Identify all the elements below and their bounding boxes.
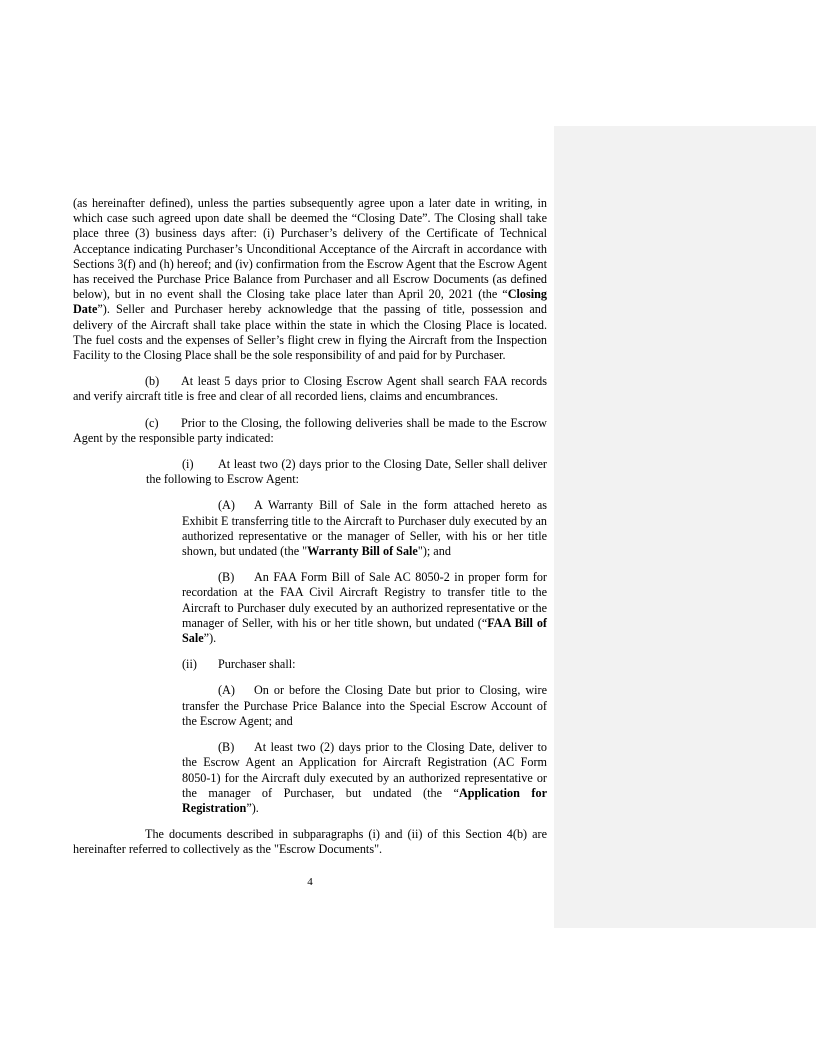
paragraph-marker: (A) [218, 683, 235, 698]
paragraph-marker: (B) [218, 740, 235, 755]
paragraph-escrow-documents: The documents described in subparagraphs (i) and (ii) of this Section 4(b) are hereinafter referred to collectively as the "Escrow Documents". [73, 827, 547, 857]
comments-pane [554, 126, 816, 928]
paragraph-c-i-b: (B) An FAA Form Bill of Sale AC 8050-2 in proper form for recordation at the FAA Civil Aircraft Registry to transfer title to the Aircraft to Purchaser duly executed by an authorized representative or the manager of Seller, with his or her title shown, but undated (“FAA Bill of Sale”). [182, 570, 547, 646]
paragraph-c-ii-b: (B) At least two (2) days prior to the Closing Date, deliver to the Escrow Agent an Application for Aircraft Registration (AC Form 8050-1) for the Aircraft duly executed by an authorized representative or the manager of Purchaser, but undated (the “Application for Registration”). [182, 740, 547, 815]
defined-term-closing-date: Closing Date [73, 287, 547, 317]
paragraph-marker: (B) [218, 570, 235, 585]
defined-term-application-for-registration: Application for Registration [182, 785, 547, 815]
paragraph-c: (c) Prior to the Closing, the following deliveries shall be made to the Escrow Agent by the responsible party indicated: [73, 415, 547, 445]
document-body [73, 196, 547, 869]
page-number: 4 [307, 876, 313, 888]
paragraph-b: (b) At least 5 days prior to Closing Escrow Agent shall search FAA records and verify aircraft title is free and clear of all recorded liens, claims and encumbrances. [73, 374, 547, 404]
paragraph-marker: (c) [145, 415, 159, 430]
paragraph-c-i-a: (A) A Warranty Bill of Sale in the form attached hereto as Exhibit E transferring title to the Aircraft to Purchaser duly executed by an authorized representative or the manager of Seller, with his or her title shown, but undated (the "Warranty Bill of Sale"); and [182, 498, 547, 559]
defined-term-warranty-bill-of-sale: Warranty Bill of Sale [307, 544, 418, 559]
paragraph-marker: (A) [218, 498, 235, 513]
paragraph-marker: (ii) [182, 657, 197, 672]
paragraph-closing-date: (as hereinafter defined), unless the parties subsequently agree upon a later date in writing, in which case such agreed upon date shall be deemed the “Closing Date”. The Closing shall take place three (3) business days after: (i) Purchaser’s delivery of the Certificate of Technical Acceptance indicating Purchaser’s Unconditional Acceptance of the Aircraft in accordance with Sections 3(f) and (h) hereof; and (iv) confirmation from the Escrow Agent that the Escrow Agent has received the Purchase Price Balance from Purchaser and all Escrow Documents (as defined below), but in no event shall the Closing take place later than April 20, 2021 (the “Closing Date”). Seller and Purchaser hereby acknowledge that the passing of title, possession and delivery of the Aircraft shall take place within the state in which the Closing Place is located. The fuel costs and the expenses of Seller’s flight crew in flying the Aircraft from the Inspection Facility to the Closing Place shall be the sole responsibility of and paid for by Purchaser. [73, 196, 547, 363]
defined-term-faa-bill-of-sale: FAA Bill of Sale [182, 615, 547, 646]
paragraph-marker: (b) [145, 374, 160, 389]
paragraph-marker: (i) [182, 457, 194, 472]
paragraph-c-ii: (ii) Purchaser shall: [182, 657, 296, 672]
paragraph-c-ii-a: (A) On or before the Closing Date but prior to Closing, wire transfer the Purchase Price Balance into the Special Escrow Account of the Escrow Agent; and [182, 683, 547, 728]
paragraph-c-i: (i) At least two (2) days prior to the Closing Date, Seller shall deliver the following to Escrow Agent: [146, 457, 547, 487]
